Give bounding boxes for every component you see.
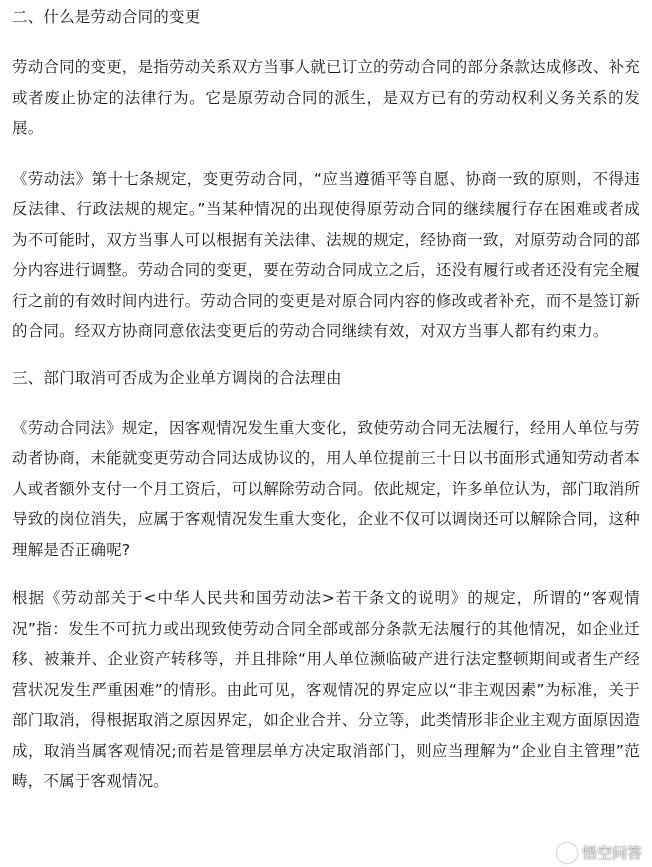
paragraph: 《劳动法》第十七条规定，变更劳动合同，“应当遵循平等自愿、协商一致的原则，不得违反法律、行政法规的规定。”当某种情况的出现使得原劳动合同的继续履行存在困难或者成为不可能时，双方当事人可以根据有关法律、法规的规定，经协商一致，对原劳动合同的部分内容进行调整。劳动合同的变更，要在劳动合同成立之后，还没有履行或者还没有完全履行之前的有效时间内进行。劳动合同的变更是对原合同内容的修改或者补充，而不是签订新的合同。经双方协商同意依法变更后的劳动合同继续有效，对双方当事人都有约束力。 xyxy=(12,169,641,340)
wukong-logo-icon xyxy=(557,843,577,863)
paragraph: 劳动合同的变更，是指劳动关系双方当事人就已订立的劳动合同的部分条款达成修改、补充或者废止协定的法律行为。它是原劳动合同的派生，是双方已有的劳动权利义务关系的发展。 xyxy=(12,58,641,137)
paragraph: 根据《劳动部关于<中华人民共和国劳动法>若干条文的说明》的规定，所谓的“客观情况”指：发生不可抗力或出现致使劳动合同全部或部分条款无法履行的其他情况，如企业迁移、被兼并、企业资产转移等，并且排除“用人单位濒临破产进行法定整顿期间或者生产经营状况发生严重困难”的情形。由此可见，客观情况的界定应以“非主观因素”为标准，关于部门取消，得根据取消之原因界定，如企业合并、分立等，此类情形非企业主观方面原因造成，取消当属客观情况;而若是管理层单方决定取消部门，则应当理解为“企业自主管理”范畴，不属于客观情况。 xyxy=(12,589,641,790)
watermark xyxy=(557,842,642,863)
watermark-text: 悟空问答 xyxy=(581,844,642,862)
section-heading: 三、部门取消可否成为企业单方调岗的合法理由 xyxy=(12,368,342,387)
paragraph: 《劳动合同法》规定，因客观情况发生重大变化，致使劳动合同无法履行，经用人单位与劳动者协商，未能就变更劳动合同达成协议的，用人单位提前三十日以书面形式通知劳动者本人或者额外支付一个月工资后，可以解除劳动合同。依此规定，许多单位认为，部门取消所导致的岗位消失，应属于客观情况发生重大变化，企业不仅可以调岗还可以解除合同，这种理解是否正确呢? xyxy=(12,418,641,559)
section-heading: 二、什么是劳动合同的变更 xyxy=(12,8,201,26)
